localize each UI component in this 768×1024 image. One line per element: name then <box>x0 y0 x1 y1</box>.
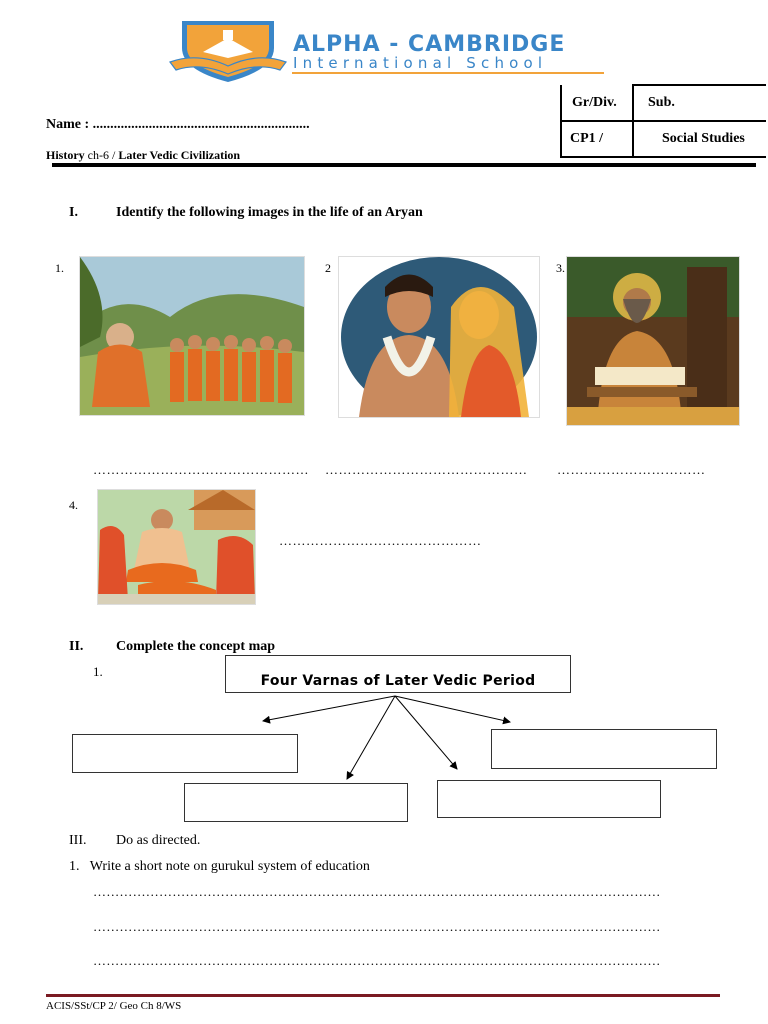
answer-line-2[interactable]: ………………………………………………………………………………………………………………… <box>93 919 661 934</box>
item-2-number: 2 <box>325 261 331 275</box>
varna-box-1[interactable] <box>72 734 298 773</box>
sage-writing-image <box>566 256 740 426</box>
class-subject-grid <box>560 84 766 158</box>
varna-box-2[interactable] <box>491 729 717 769</box>
footer-rule <box>46 994 720 997</box>
chapter-title: Later Vedic Civilization <box>118 148 241 162</box>
concept-map-title: Four Varnas of Later Vedic Period <box>260 673 536 689</box>
school-name: ALPHA - CAMBRIDGE <box>293 32 566 57</box>
item-4-number: 4. <box>69 498 78 512</box>
varna-box-3[interactable] <box>184 783 408 822</box>
chapter-line <box>46 148 240 163</box>
section2-numeral: II. <box>69 639 84 654</box>
gr-div-value: CP1 / <box>561 121 633 157</box>
answer-line-3[interactable]: ………………………………………………………………………………………………………………… <box>93 953 661 968</box>
sub-value: Social Studies <box>633 121 766 157</box>
concept-map-item-number: 1. <box>93 664 103 679</box>
section1-numeral: I. <box>69 205 78 220</box>
item-3-answer-line[interactable]: …………………………… <box>557 462 706 477</box>
section3-numeral: III. <box>69 833 87 848</box>
vedic-marriage-image <box>338 256 540 418</box>
item-3-number: 3. <box>556 261 565 275</box>
name-label: Name : <box>46 117 93 132</box>
name-line <box>46 117 310 133</box>
header-rule <box>52 163 756 167</box>
name-field[interactable]: .............................................................. <box>92 117 310 132</box>
varna-box-4[interactable] <box>437 780 661 818</box>
item-1-number: 1. <box>55 261 64 275</box>
footer-code: ACIS/SSt/CP 2/ Geo Ch 8/WS <box>46 1000 182 1012</box>
gr-div-label: Gr/Div. <box>561 85 633 121</box>
school-logo <box>168 18 288 84</box>
sub-label: Sub. <box>633 85 766 121</box>
item-2-answer-line[interactable]: ……………………………………… <box>325 462 528 477</box>
subject-prefix: History <box>46 148 85 162</box>
sage-with-disciples-image <box>97 489 256 605</box>
shield-emblem-icon <box>168 18 288 84</box>
section1-title: Identify the following images in the life of an Aryan <box>116 205 423 220</box>
chapter-number: ch-6 / <box>84 148 119 162</box>
item-4-answer-line[interactable]: ……………………………………… <box>279 533 482 548</box>
section2-title: Complete the concept map <box>116 639 276 654</box>
item-1-answer-line[interactable]: ………………………………………… <box>93 462 309 477</box>
answer-line-1[interactable]: ………………………………………………………………………………………………………………… <box>93 884 661 899</box>
section3-title: Do as directed. <box>116 833 201 848</box>
gurukul-question: 1. Write a short note on gurukul system of education <box>69 859 370 874</box>
school-subtitle: International School <box>293 54 548 72</box>
gurukul-teaching-image <box>79 256 305 416</box>
logo-underline <box>292 72 604 74</box>
